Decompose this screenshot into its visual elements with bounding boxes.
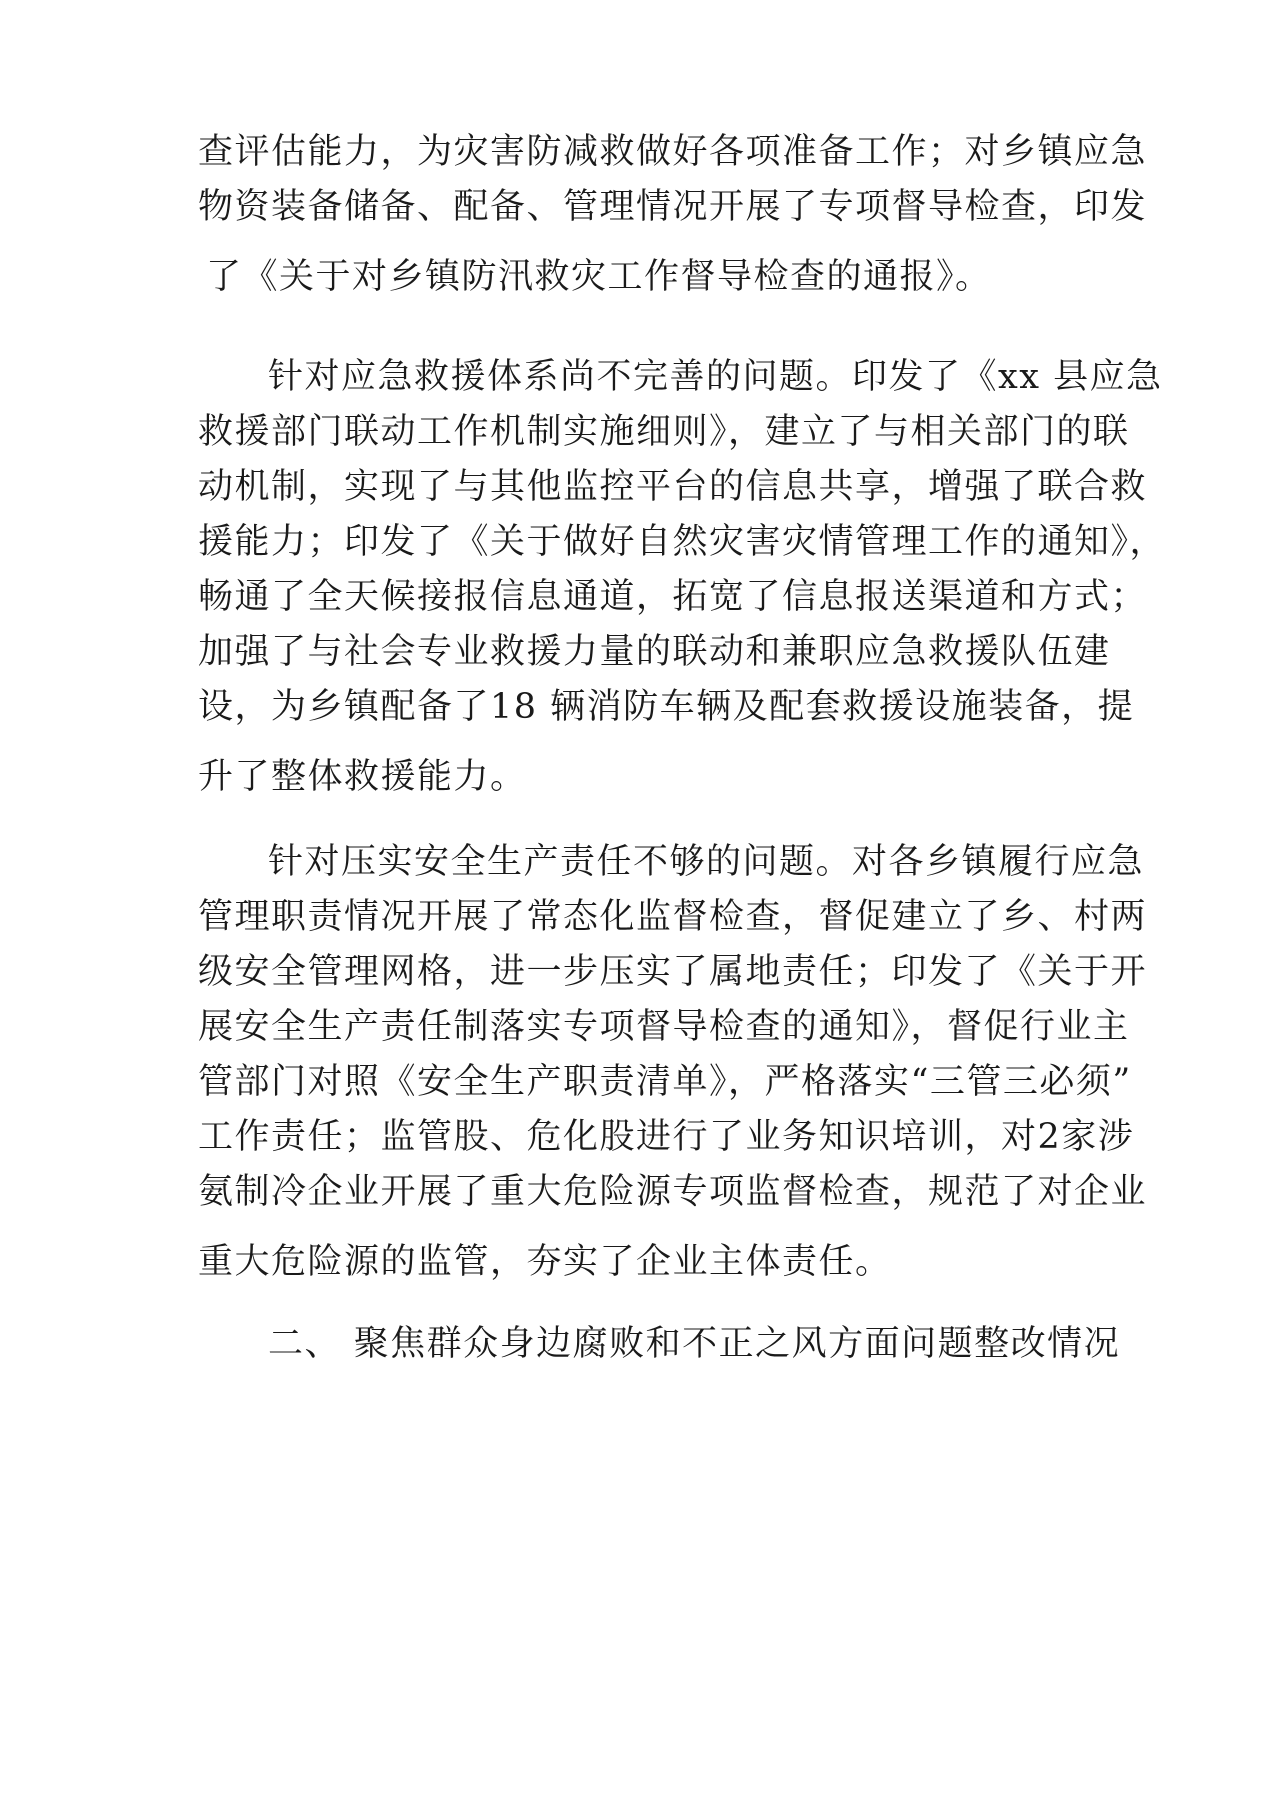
body-text-line: 援能力；印发了《关于做好自然灾害灾情管理工作的通知》， xyxy=(198,522,1167,562)
body-text-line: 救援部门联动工作机制实施细则》，建立了与相关部门的联 xyxy=(198,412,1130,452)
body-text-line: 管部门对照《安全生产职责清单》，严格落实“三管三必须” xyxy=(198,1062,1132,1102)
body-text-line: 展安全生产责任制落实专项督导检查的通知》，督促行业主 xyxy=(198,1007,1130,1047)
body-text-line: 设，为乡镇配备了18 辆消防车辆及配套救援设施装备，提 xyxy=(198,687,1135,727)
body-text-line: 级安全管理网格，进一步压实了属地责任；印发了《关于开 xyxy=(198,952,1148,992)
body-text-line: 重大危险源的监管，夯实了企业主体责任。 xyxy=(198,1242,892,1282)
body-text-line: 工作责任；监管股、危化股进行了业务知识培训，对2家涉 xyxy=(198,1117,1135,1157)
paragraph-start-line: 针对压实安全生产责任不够的问题。对各乡镇履行应急 xyxy=(268,842,1145,882)
body-text-line: 氨制冷企业开展了重大危险源专项监督检查，规范了对企业 xyxy=(198,1172,1148,1212)
body-text-line: 加强了与社会专业救援力量的联动和兼职应急救援队伍建 xyxy=(198,632,1111,672)
body-text-line: 查评估能力，为灾害防减救做好各项准备工作；对乡镇应急 xyxy=(198,132,1148,172)
section-heading: 二、 聚焦群众身边腐败和不正之风方面问题整改情况 xyxy=(268,1324,1121,1364)
body-text-line: 物资装备储备、配备、管理情况开展了专项督导检查，印发 xyxy=(198,187,1148,227)
body-text-line: 管理职责情况开展了常态化监督检查，督促建立了乡、村两 xyxy=(198,897,1148,937)
body-text-line: 了《关于对乡镇防汛救灾工作督导检查的通报》。 xyxy=(206,257,992,297)
body-text-line: 动机制，实现了与其他监控平台的信息共享，增强了联合救 xyxy=(198,467,1148,507)
paragraph-start-line: 针对应急救援体系尚不完善的问题。印发了《xx 县应急 xyxy=(268,357,1163,397)
body-text-line: 畅通了全天候接报信息通道，拓宽了信息报送渠道和方式； xyxy=(198,577,1148,617)
body-text-line: 升了整体救援能力。 xyxy=(198,757,527,797)
